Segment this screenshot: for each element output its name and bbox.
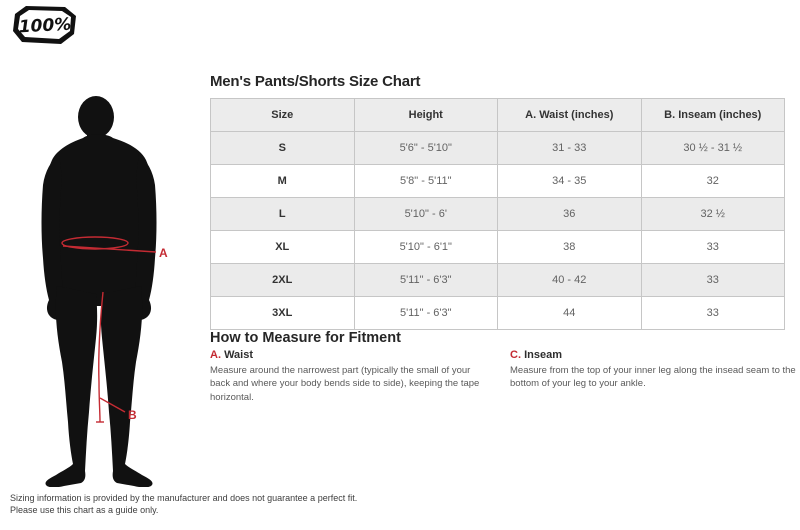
- waist-cell: 38: [498, 231, 642, 264]
- height-cell: 5'10" - 6': [354, 198, 498, 231]
- table-row: [211, 132, 785, 165]
- col-header-inseam: B. Inseam (inches): [641, 99, 785, 132]
- inseam-cell: 33: [641, 264, 785, 297]
- measure-item-inseam: [510, 349, 798, 391]
- waist-cell: 44: [498, 297, 642, 330]
- inseam-cell: 32 ½: [641, 198, 785, 231]
- table-header-row: [211, 99, 785, 132]
- height-cell: 5'10" - 6'1": [354, 231, 498, 264]
- size-cell: XL: [211, 231, 355, 264]
- inseam-label: B: [128, 408, 137, 422]
- measure-name-waist: Waist: [224, 349, 253, 361]
- measure-desc-waist: Measure around the narrowest part (typically the small of your back and where your body bends side to side), keeping the tape horizontal.: [210, 365, 480, 403]
- measure-heading: How to Measure for Fitment: [210, 330, 401, 346]
- height-cell: 5'11" - 6'3": [354, 264, 498, 297]
- waist-label: A: [159, 246, 168, 260]
- table-row: [211, 264, 785, 297]
- waist-cell: 34 - 35: [498, 165, 642, 198]
- disclaimer-line-1: Sizing information is provided by the manufacturer and does not guarantee a perfect fit.: [10, 493, 358, 503]
- inseam-cell: 33: [641, 297, 785, 330]
- footer-disclaimer: [10, 492, 357, 516]
- col-header-height: Height: [354, 99, 498, 132]
- table-row: [211, 198, 785, 231]
- height-cell: 5'6" - 5'10": [354, 132, 498, 165]
- size-cell: 3XL: [211, 297, 355, 330]
- table-row: [211, 297, 785, 330]
- size-cell: M: [211, 165, 355, 198]
- page-title: Men's Pants/Shorts Size Chart: [210, 73, 421, 90]
- brand-logo-icon: [12, 5, 78, 45]
- col-header-size: Size: [211, 99, 355, 132]
- size-cell: 2XL: [211, 264, 355, 297]
- table-row: [211, 231, 785, 264]
- measure-desc-inseam: Measure from the top of your inner leg along the insead seam to the bottom of your leg to your ankle.: [510, 365, 796, 390]
- size-cell: S: [211, 132, 355, 165]
- disclaimer-line-2: Please use this chart as a guide only.: [10, 505, 159, 516]
- male-silhouette: [42, 96, 157, 487]
- height-cell: 5'11" - 6'3": [354, 297, 498, 330]
- waist-cell: 36: [498, 198, 642, 231]
- waist-cell: 31 - 33: [498, 132, 642, 165]
- table-row: [211, 165, 785, 198]
- measure-name-inseam: Inseam: [524, 349, 562, 361]
- measure-letter-waist: A.: [210, 349, 221, 361]
- measure-label-waist: [210, 349, 488, 361]
- inseam-cell: 30 ½ - 31 ½: [641, 132, 785, 165]
- measure-letter-inseam: C.: [510, 349, 521, 361]
- inseam-cell: 33: [641, 231, 785, 264]
- inseam-cell: 32: [641, 165, 785, 198]
- size-cell: L: [211, 198, 355, 231]
- waist-cell: 40 - 42: [498, 264, 642, 297]
- fit-diagram: [15, 82, 195, 487]
- col-header-waist: A. Waist (inches): [498, 99, 642, 132]
- measure-label-inseam: [510, 349, 798, 361]
- height-cell: 5'8" - 5'11": [354, 165, 498, 198]
- measure-item-waist: [210, 349, 488, 404]
- size-table: [210, 98, 785, 330]
- brand-logo-text: 100%: [18, 14, 72, 38]
